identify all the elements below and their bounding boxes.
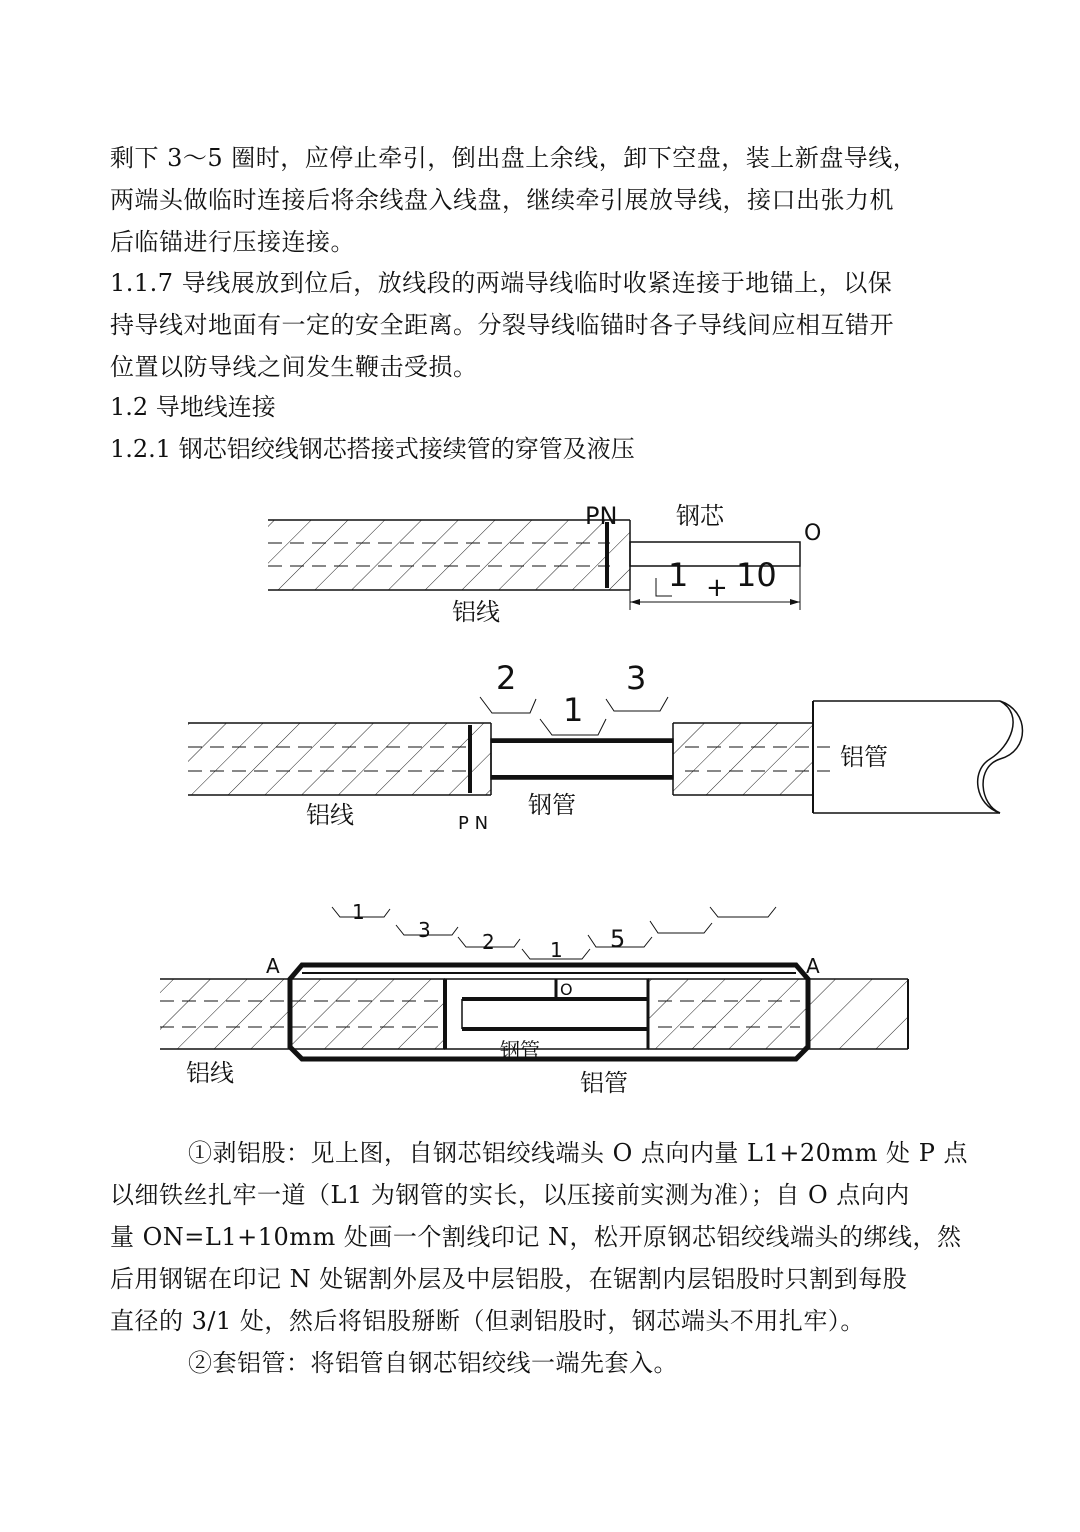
text-line: 后用钢锯在印记 N 处锯割外层及中层铝股，在锯割内层铝股时只割到每股 [110, 1265, 908, 1293]
sequence-mark: 5 [610, 925, 626, 953]
text-line: 后临锚进行压接连接。 [110, 228, 355, 256]
text-line: 以细铁丝扎牢一道（L1 为钢管的实长，以压接前实测为准）；自 O 点向内 [110, 1181, 910, 1209]
text-line: ①剥铝股：见上图，自钢芯铝绞线端头 O 点向内量 L1+20mm 处 P 点 [188, 1139, 968, 1167]
sequence-mark: 1 [550, 938, 563, 962]
dimension-part-1: 1 [668, 556, 689, 594]
label-point-o: O [804, 521, 822, 546]
dimension-part-10: 10 [736, 556, 777, 594]
sequence-mark: 2 [482, 930, 495, 954]
dimension-plus: + [706, 573, 728, 603]
sequence-2: 2 [496, 659, 517, 697]
label-steel-tube: 钢管 [500, 1038, 540, 1062]
text-line: 直径的 3/1 处，然后将铝股掰断（但剥铝股时，钢芯端头不用扎牢）。 [110, 1307, 865, 1335]
label-steel-core: 钢芯 [676, 502, 724, 530]
label-aluminum-wire: 铝线 [186, 1059, 234, 1087]
label-point-o: O [560, 980, 573, 999]
label-steel-tube: 钢管 [528, 791, 576, 819]
text-line: ②套铝管：将铝管自钢芯铝绞线一端先套入。 [188, 1349, 678, 1377]
label-pn: P N [458, 813, 489, 834]
section-heading-1-2: 1.2 导地线连接 [110, 393, 276, 421]
label-aluminum-wire: 铝线 [452, 598, 500, 626]
sequence-mark: 3 [418, 918, 431, 942]
label-aluminum-tube: 铝管 [580, 1069, 628, 1097]
paragraph-sleeve-tube [110, 1342, 980, 1384]
text-line: 剩下 3～5 圈时，应停止牵引，倒出盘上余线，卸下空盘，装上新盘导线， [110, 144, 918, 172]
figure-aluminum-tube-press [0, 895, 1080, 1100]
sequence-mark: 1 [352, 900, 365, 924]
label-point-a-right: A [806, 954, 820, 978]
paragraph-stringing-reel [110, 137, 980, 263]
figure-steel-tube-press [0, 655, 1080, 835]
text-line: 两端头做临时连接后将余线盘入线盘，继续牵引展放导线，接口出张力机 [110, 186, 894, 214]
text-line: 1.1.7 导线展放到位后，放线段的两端导线临时收紧连接于地锚上，以保 [110, 269, 893, 297]
label-point-a-left: A [266, 954, 280, 978]
paragraph-strip-aluminum [110, 1132, 980, 1342]
text-line: 持导线对地面有一定的安全距离。分裂导线临锚时各子导线间应相互错开 [110, 311, 894, 339]
figure-stripped-conductor [0, 500, 1080, 630]
text-line: 位置以防导线之间发生鞭击受损。 [110, 353, 478, 381]
label-aluminum-wire: 铝线 [306, 801, 354, 829]
sequence-3: 3 [626, 659, 647, 697]
text-line: 量 ON=L1+10mm 处画一个割线印记 N，松开原钢芯铝绞线端头的绑线，然 [110, 1223, 962, 1251]
section-heading-1-2-1: 1.2.1 钢芯铝绞线钢芯搭接式接续管的穿管及液压 [110, 435, 635, 463]
label-aluminum-tube: 铝管 [840, 743, 888, 771]
label-pn: PN [585, 502, 618, 530]
paragraph-1-1-7 [110, 262, 980, 388]
sequence-1: 1 [563, 691, 584, 729]
